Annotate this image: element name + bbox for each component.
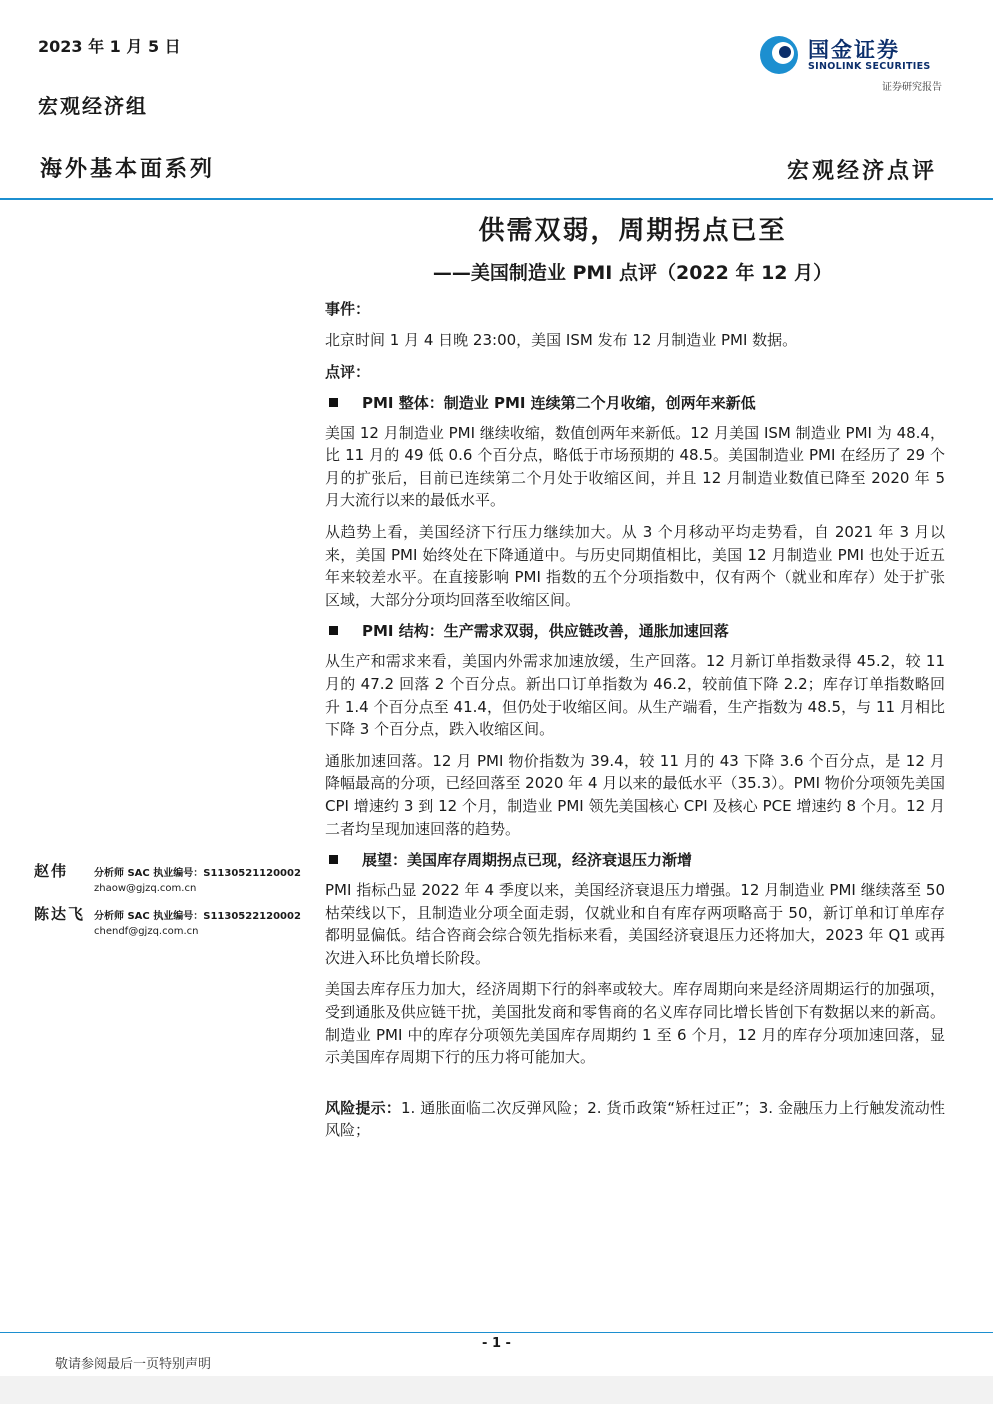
report-subtitle: ——美国制造业 PMI 点评（2022 年 12 月） [432,262,833,284]
comment-label: 点评： [325,362,371,381]
risk-warning [325,1097,945,1142]
event-text: 北京时间 1 月 4 日晚 23:00，美国 ISM 发布 12 月制造业 PMI 数据。 [325,331,798,349]
logo-circle-icon [758,34,800,76]
section-heading-text: 展望：美国库存周期拐点已现，经济衰退压力渐增 [362,851,693,870]
paragraph: 从趋势上看，美国经济下行压力继续加大。从 3 个月移动平均走势看，自 2021 年 3 月以来，美国 PMI 始终处在下降通道中。与历史同期值相比，美国 12 月制造业 PMI 也处于近五年来较差水平。在直接影响 PMI 指数的五个分项指数中，仅有两个（就业和库存）处于扩张区域，大部分分项均回落至收缩区间。 [325,522,945,609]
bullet-square-icon [329,855,338,864]
analyst-cert: 分析师 SAC 执业编号：S1130522120002 [94,911,301,922]
report-title: 供需双弱，周期拐点已至 [478,216,787,246]
report-series: 海外基本面系列 [40,157,216,182]
event-label: 事件： [325,300,371,318]
paragraph: 通胀加速回落。12 月 PMI 物价指数为 39.4，较 11 月的 43 下降 3.6 个百分点，是 12 月降幅最高的分项，已经回落至 2020 年 4 月以来的最低水平（35.3）。PMI 物价分项领先美国 CPI 增速约 3 到 12 个月，制造业 PMI 领先美国核心 CPI 及核心 PCE 增速约 8 个月。12 月二者均呈现加速回落的趋势。 [325,751,945,838]
risk-text: 1. 通胀面临二次反弹风险；2. 货币政策“矫枉过正”；3. 金融压力上行触发流动性风险； [325,1098,945,1140]
analyst-name: 陈达飞 [34,905,86,923]
bullet-square-icon [329,398,338,407]
paragraph: 美国去库存压力加大，经济周期下行的斜率或较大。库存周期向来是经济周期运行的加强项，受到通胀及供应链干扰，美国批发商和零售商的名义库存同比增长皆创下有数据以来的新高。制造业 PMI 中的库存分项领先美国库存周期约 1 至 6 个月，12 月的库存分项加速回落，显示美国库存周期下行的压力将可能加大。 [325,980,945,1067]
company-logo [758,30,948,94]
bullet-square-icon [329,626,338,635]
section-heading-text: PMI 结构：生产需求双弱，供应链改善，通胀加速回落 [362,622,729,641]
risk-label: 风险提示： [325,1098,401,1117]
analyst-name: 赵伟 [34,862,69,880]
logo-cn-text: 国金证券 [808,38,900,62]
analyst-email[interactable]: zhaow@gjzq.com.cn [94,883,197,894]
paragraph: 美国 12 月制造业 PMI 继续收缩，数值创两年来新低。12 月美国 ISM 制造业 PMI 为 48.4，比 11 月的 49 低 0.6 个百分点，略低于市场预期的 48.5。美国制造业 PMI 在经历了 29 个月的扩张后，目前已连续第二个月处于收缩区间，并且 12 月制造业数值已降至 2020 年 5 月大流行以来的最低水平。 [325,423,945,510]
logo-en-text: SINOLINK SECURITIES [808,61,931,72]
footer-disclaimer: 敬请参阅最后一页特别声明 [55,1357,212,1372]
analyst-info [94,866,301,896]
analyst-info [94,909,301,939]
page-number: - 1 - [482,1336,511,1351]
paragraph: PMI 指标凸显 2022 年 4 季度以来，美国经济衰退压力增强。12 月制造业 PMI 继续落至 50 枯荣线以下，且制造业分项全面走弱，仅就业和自有库存两项略高于 50，新订单和订单库存都明显偏低。结合咨商会综合领先指标来看，美国经济衰退压力还将加大，2023 年 Q1 或再次进入环比负增长阶段。 [325,881,945,967]
footer-bar [0,1376,993,1404]
analyst-cert: 分析师 SAC 执业编号：S1130521120002 [94,868,301,879]
paragraph: 从生产和需求来看，美国内外需求加速放缓，生产回落。12 月新订单指数录得 45.2，较 11 月的 47.2 回落 2 个百分点。新出口订单指数为 46.2，较前值下降 2.2；库存订单指数略回升 1.4 个百分点至 41.4，但仍处于收缩区间。从生产端看，生产指数为 48.5，与 11 月相比下降 3 个百分点，跌入收缩区间。 [325,652,945,739]
footer-divider [0,1332,993,1333]
analyst-email[interactable]: chendf@gjzq.com.cn [94,926,199,937]
main-content [325,298,945,1142]
logo-sub-text: 证券研究报告 [882,82,942,93]
report-type: 宏观经济点评 [786,159,937,184]
report-date: 2023 年 1 月 5 日 [38,37,181,56]
section-heading [325,849,945,870]
header-divider [0,198,993,200]
section-heading [325,392,945,413]
section-heading [325,620,945,641]
research-group: 宏观经济组 [38,94,148,118]
section-heading-text: PMI 整体：制造业 PMI 连续第二个月收缩，创两年来新低 [362,393,756,412]
